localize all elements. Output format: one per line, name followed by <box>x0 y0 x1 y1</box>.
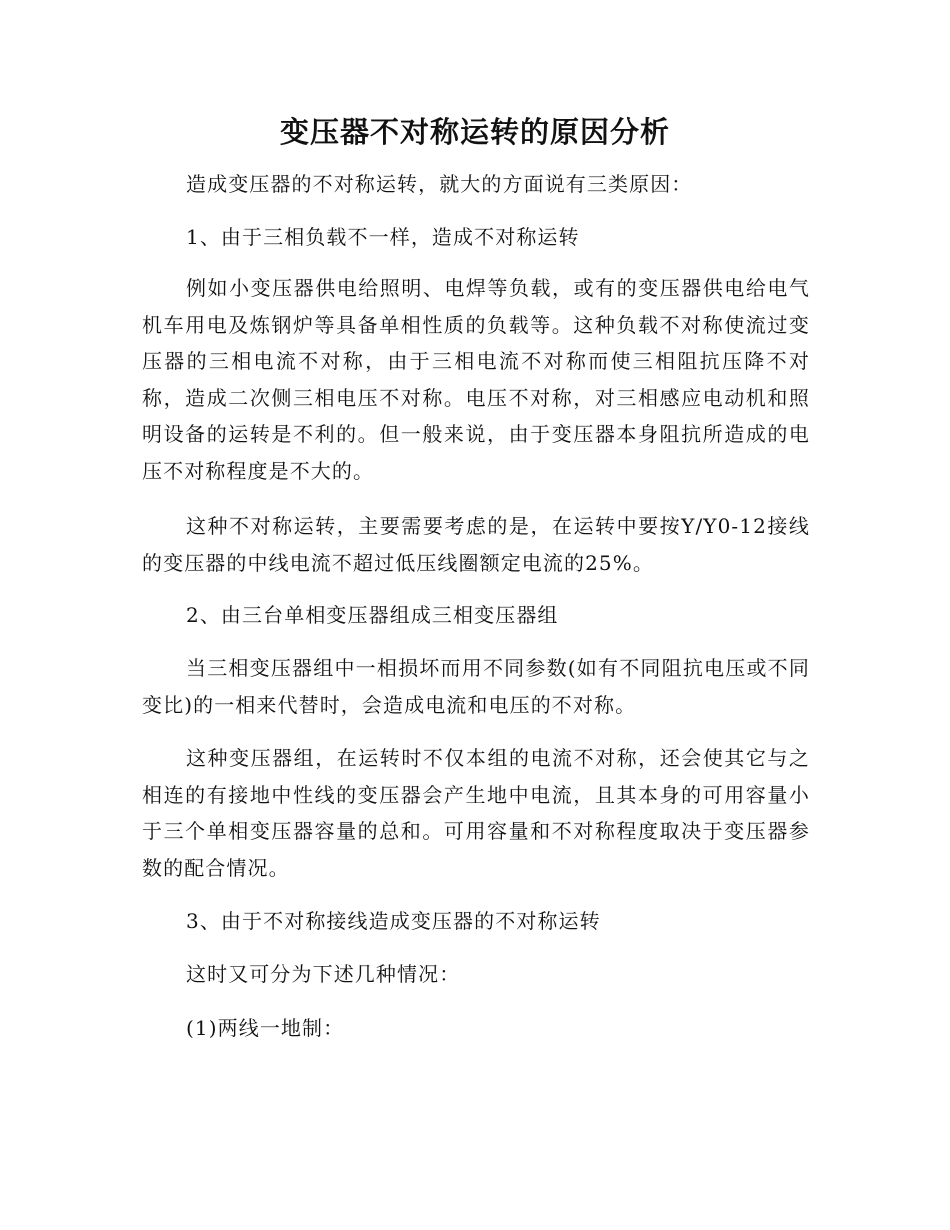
list-item-1: (1)两线一地制： <box>186 1016 345 1040</box>
heading-section-1: 1、由于三相负载不一样，造成不对称运转 <box>186 225 580 249</box>
paragraph-intro: 造成变压器的不对称运转，就大的方面说有三类原因： <box>186 172 693 196</box>
document-title: 变压器不对称运转的原因分析 <box>279 115 670 149</box>
heading-section-2: 2、由三台单相变压器组成三相变压器组 <box>186 603 559 627</box>
paragraph-section-2-note: 这种变压器组，在运转时不仅本组的电流不对称，还会使其它与之相连的有接地中性线的变压器会产生地中电流，且其本身的可用容量小于三个单相变压器容量的总和。可用容量和不对称程度取决于变压器参数的配合情况。 <box>142 746 810 880</box>
paragraph-section-1-body: 例如小变压器供电给照明、电焊等负载，或有的变压器供电给电气机车用电及炼钢炉等具备单相性质的负载等。这种负载不对称使流过变压器的三相电流不对称，由于三相电流不对称而使三相阻抗压降不对称，造成二次侧三相电压不对称。电压不对称，对三相感应电动机和照明设备的运转是不利的。但一般来说，由于变压器本身阻抗所造成的电压不对称程度是不大的。 <box>142 276 810 483</box>
paragraph-section-2-body: 当三相变压器组中一相损坏而用不同参数(如有不同阻抗电压或不同变比)的一相来代替时，会造成电流和电压的不对称。 <box>142 656 810 717</box>
heading-section-3: 3、由于不对称接线造成变压器的不对称运转 <box>186 909 601 933</box>
paragraph-section-3-intro: 这时又可分为下述几种情况： <box>186 962 461 986</box>
paragraph-section-1-note: 这种不对称运转，主要需要考虑的是，在运转中要按Y/Y0-12接线的变压器的中线电流不超过低压线圈额定电流的25%。 <box>142 514 810 575</box>
